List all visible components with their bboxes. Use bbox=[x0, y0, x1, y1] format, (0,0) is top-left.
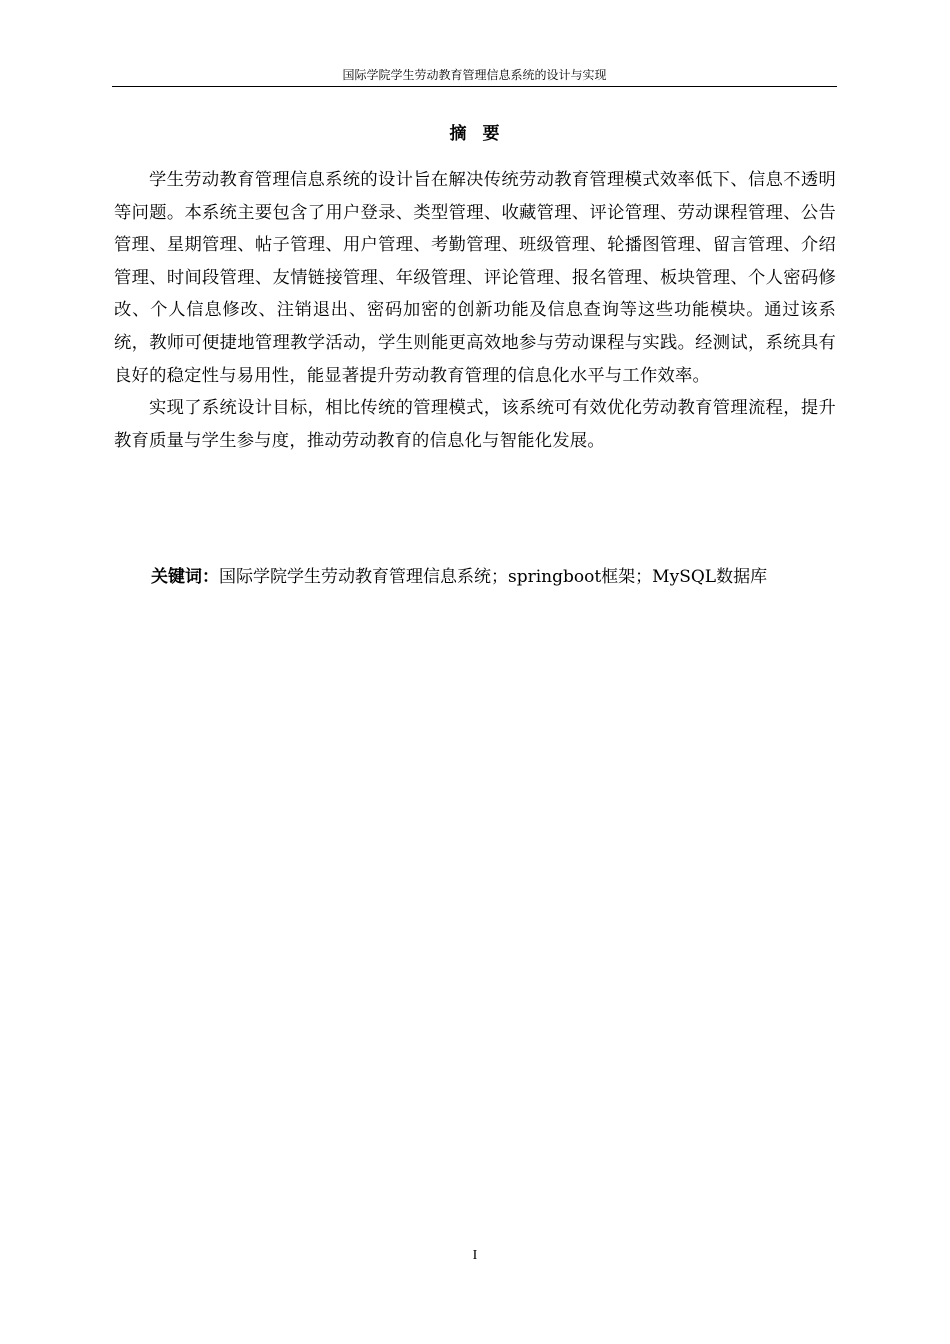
keywords-line bbox=[151, 562, 851, 592]
abstract-title: 摘要 bbox=[449, 124, 516, 144]
page-header bbox=[112, 66, 837, 87]
abstract-body bbox=[114, 164, 836, 457]
running-title: 国际学院学生劳动教育管理信息系统的设计与实现 bbox=[342, 68, 607, 82]
abstract-paragraph-2: 实现了系统设计目标，相比传统的管理模式，该系统可有效优化劳动教育管理流程，提升教育质量与学生参与度，推动劳动教育的信息化与智能化发展。 bbox=[114, 398, 836, 451]
page-number: I bbox=[472, 1248, 478, 1263]
keywords-label: 关键词： bbox=[151, 567, 219, 587]
keywords-text: 国际学院学生劳动教育管理信息系统；springboot框架；MySQL数据库 bbox=[219, 567, 768, 587]
abstract-paragraph-1: 学生劳动教育管理信息系统的设计旨在解决传统劳动教育管理模式效率低下、信息不透明等问题。本系统主要包含了用户登录、类型管理、收藏管理、评论管理、劳动课程管理、公告管理、星期管理、帖子管理、用户管理、考勤管理、班级管理、轮播图管理、留言管理、介绍管理、时间段管理、友情链接管理、年级管理、评论管理、报名管理、板块管理、个人密码修改、个人信息修改、注销退出、密码加密的创新功能及信息查询等这些功能模块。通过该系统，教师可便捷地管理教学活动，学生则能更高效地参与劳动课程与实践。经测试，系统具有良好的稳定性与易用性，能显著提升劳动教育管理的信息化水平与工作效率。 bbox=[114, 170, 836, 386]
